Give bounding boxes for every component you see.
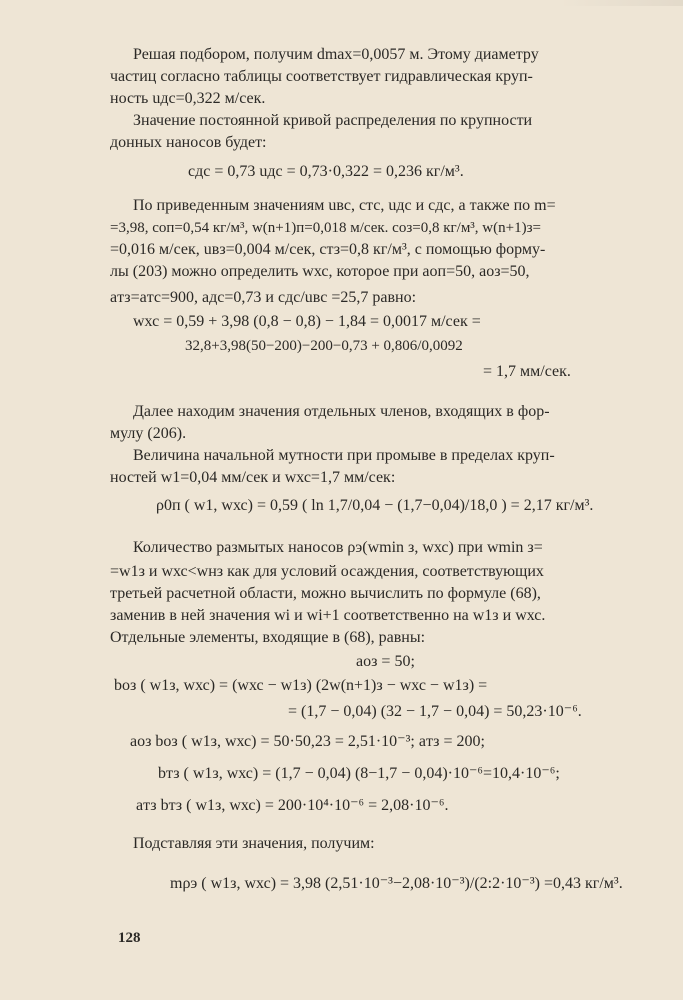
text-line: заменив в ней значения wi и wi+1 соответственно на w1з и wхс.: [110, 607, 546, 624]
scan-shadow: [560, 0, 683, 6]
text-line: Подставляя эти значения, получим:: [133, 835, 375, 852]
text-line: лы (203) можно определить wхс, которое при aоп=50, aоз=50,: [110, 263, 530, 280]
text-line: Значение постоянной кривой распределения по крупности: [133, 112, 533, 129]
formula: = (1,7 − 0,04) (32 − 1,7 − 0,04) = 50,23·10⁻⁶.: [288, 703, 582, 720]
text-line: Отдельные элементы, входящие в (68), равны:: [110, 629, 426, 646]
text-line: =3,98, cоп=0,54 кг/м³, w(n+1)п=0,018 м/сек. cоз=0,8 кг/м³, w(n+1)з=: [110, 220, 541, 236]
text-line: мулу (206).: [110, 425, 187, 442]
formula: aоз bоз ( w1з, wхс) = 50·50,23 = 2,51·10⁻³; aтз = 200;: [130, 733, 485, 750]
text-line: ность uдс=0,322 м/сек.: [110, 90, 266, 107]
text-line: частиц согласно таблицы соответствует гидравлическая круп-: [110, 68, 533, 85]
formula: aтз bтз ( w1з, wхс) = 200·10⁴·10⁻⁶ = 2,08·10⁻⁶.: [136, 797, 449, 814]
text-line: Далее находим значения отдельных членов, входящих в фор-: [133, 403, 550, 420]
formula: 32,8+3,98(50−200)−200−0,73 + 0,806/0,0092: [185, 338, 463, 354]
formula: bоз ( w1з, wхс) = (wхс − w1з) (2w(n+1)з − wхс − w1з) =: [114, 677, 488, 694]
text-line: третьей расчетной области, можно вычислить по формуле (68),: [110, 585, 541, 602]
text-line: По приведенным значениям uвс, cтс, uдс и cдс, а также по m=: [133, 197, 556, 214]
formula: cдс = 0,73 uдс = 0,73·0,322 = 0,236 кг/м³.: [188, 163, 464, 180]
formula: = 1,7 мм/сек.: [483, 363, 571, 380]
text-line: =0,016 м/сек, uвз=0,004 м/сек, cтз=0,8 кг/м³, с помощью форму-: [110, 241, 546, 258]
text-line: Решая подбором, получим dmax=0,0057 м. Этому диаметру: [133, 46, 539, 63]
formula: wхс = 0,59 + 3,98 (0,8 − 0,8) − 1,84 = 0,0017 м/сек =: [133, 313, 481, 330]
page-number: 128: [118, 930, 141, 946]
formula: bтз ( w1з, wхс) = (1,7 − 0,04) (8−1,7 − 0,04)·10⁻⁶=10,4·10⁻⁶;: [158, 765, 560, 782]
formula: mρэ ( w1з, wхс) = 3,98 (2,51·10⁻³−2,08·10⁻³)/(2:2·10⁻³) =0,43 кг/м³.: [170, 875, 623, 892]
text-line: aтз=aтс=900, aдс=0,73 и cдс/uвс =25,7 равно:: [110, 289, 417, 306]
formula: aоз = 50;: [356, 653, 415, 670]
text-line: Величина начальной мутности при промыве в пределах круп-: [133, 447, 555, 464]
text-line: донных наносов будет:: [110, 134, 267, 151]
formula: ρ0п ( w1, wхс) = 0,59 ( ln 1,7/0,04 − (1,7−0,04)/18,0 ) = 2,17 кг/м³.: [156, 497, 594, 514]
text-line: =w1з и wхс<wнз как для условий осаждения, соответствующих: [110, 563, 544, 580]
text-line: Количество размытых наносов ρэ(wmin з, wхс) при wmin з=: [133, 539, 543, 556]
text-line: ностей w1=0,04 мм/сек и wхс=1,7 мм/сек:: [110, 469, 396, 486]
